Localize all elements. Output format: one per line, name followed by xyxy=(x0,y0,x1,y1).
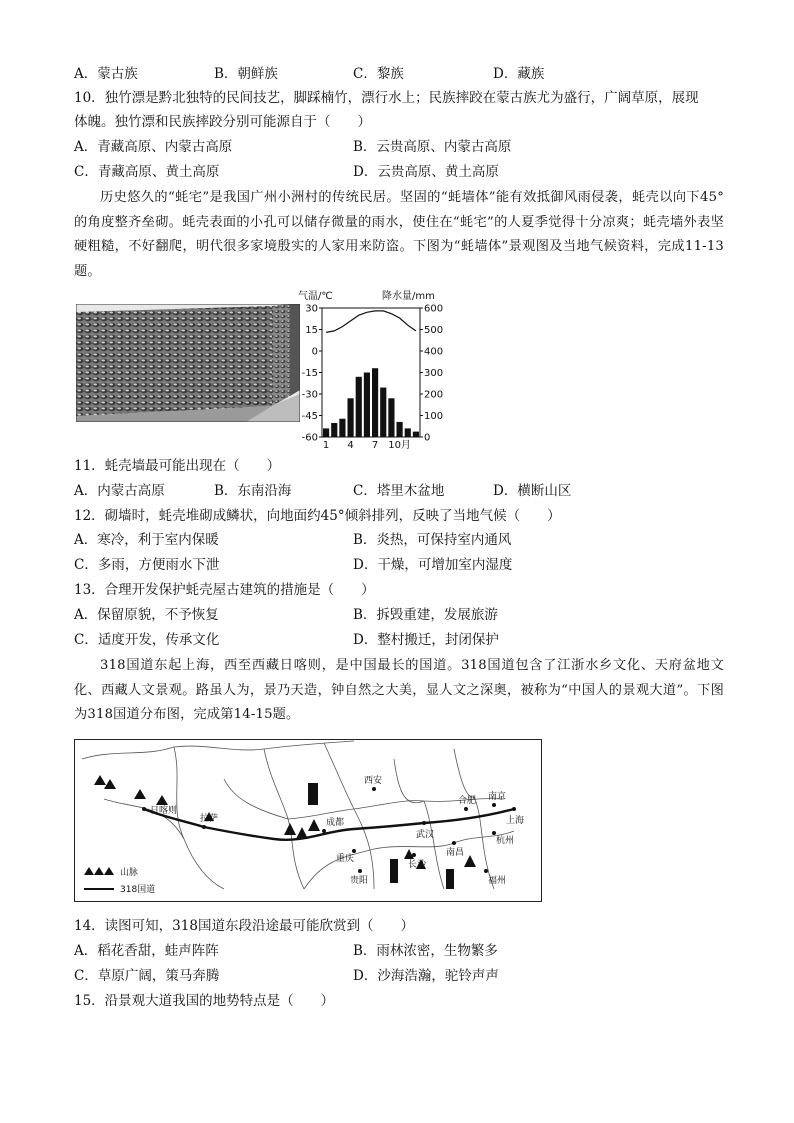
chart-frame xyxy=(322,308,420,437)
climate-chart xyxy=(296,289,446,449)
q12-option-a[interactable]: A．寒冷，利于室内保暖 xyxy=(74,532,219,548)
q14-stem: 14．读图可知，318国道东段沿途最可能欣赏到（ ） xyxy=(74,918,414,934)
precip-bar xyxy=(372,368,378,437)
q11-option-b[interactable]: B．东南沿海 xyxy=(214,483,292,499)
q11-stem: 11．蚝壳墙最可能出现在（ ） xyxy=(74,458,281,474)
q9-option-d[interactable]: D．藏族 xyxy=(493,66,545,82)
q11-option-c[interactable]: C．塔里木盆地 xyxy=(353,483,445,499)
temp-tick-label: -15 xyxy=(301,368,318,379)
q10-stem-line1: 10．独竹漂是黔北独特的民间技艺，脚踩楠竹，漂行水上；民族摔跤在蒙古族尤为盛行，广阔草原，展现 xyxy=(74,90,699,106)
city-hangzhou: 杭州 xyxy=(496,836,515,846)
precip-tick-label: 300 xyxy=(424,368,444,379)
precip-bar xyxy=(388,398,394,437)
city-wuhan: 武汉 xyxy=(416,830,435,840)
passage-oyster-house: 历史悠久的“蚝宅”是我国广州小洲村的传统民居。坚固的“蚝墙体”能有效抵御风雨侵袭，蚝壳以向下45°的角度整齐垒砌。蚝壳表面的小孔可以储存微量的雨水，使住在“蚝宅”的人夏季觉得十分凉爽；蚝壳墙外表坚硬粗糙，不好翻爬，明代很多家境殷实的人家用来防盗。下图为“蚝墙体”景观图及当地气候资料，完成11-13题。 xyxy=(74,190,724,279)
oyster-wall-photo xyxy=(76,304,300,422)
city-guiyang: 贵阳 xyxy=(350,876,369,886)
city-rikaze: 日喀则 xyxy=(150,806,178,816)
city-chongqing: 重庆 xyxy=(336,854,355,864)
city-lhasa: 拉萨 xyxy=(200,814,219,824)
city-nanjing: 南京 xyxy=(488,792,507,802)
precip-bar xyxy=(356,377,362,437)
qinling-mountain xyxy=(308,783,318,805)
precip-axis-label: 降水量/mm xyxy=(382,291,435,302)
legend-mountain-label: 山脉 xyxy=(120,868,139,878)
city-shanghai: 上海 xyxy=(506,816,525,826)
temp-tick-label: -45 xyxy=(301,411,318,422)
precip-bar xyxy=(413,432,419,437)
passage-route-318: 318国道东起上海，西至西藏日喀则，是中国最长的国道。318国道包含了江浙水乡文化、天府盆地文化、西藏人文景观。路虽人为，景乃天造，钟自然之大美，显人文之深奥，被称为“中国人的景观大道”。下图为318国道分布图，完成第14-15题。 xyxy=(74,658,724,722)
city-hefei: 合肥 xyxy=(458,796,477,806)
q12-option-c[interactable]: C．多雨，方便雨水下泄 xyxy=(74,557,220,573)
route-318-map xyxy=(74,739,542,902)
q11-option-a[interactable]: A．内蒙古高原 xyxy=(74,483,165,499)
q14-option-a[interactable]: A．稻花香甜，蛙声阵阵 xyxy=(74,943,219,959)
precip-tick-label: 500 xyxy=(424,325,444,336)
q14-option-d[interactable]: D．沙海浩瀚，驼铃声声 xyxy=(353,968,499,984)
q13-option-c[interactable]: C．适度开发，传承文化 xyxy=(74,632,220,648)
precip-bar xyxy=(364,373,370,438)
temp-axis-label: 气温/℃ xyxy=(298,291,333,302)
temp-tick-label: -60 xyxy=(301,432,318,444)
month-tick-label: 4 xyxy=(347,440,354,449)
q10-option-c[interactable]: C．青藏高原、黄土高原 xyxy=(74,164,220,180)
city-changsha: 长沙 xyxy=(408,860,427,870)
city-chengdu: 成都 xyxy=(326,818,345,828)
precip-tick-label: 0 xyxy=(424,432,431,444)
precip-bar xyxy=(405,428,411,437)
q12-option-b[interactable]: B．炎热，可保持室内通风 xyxy=(353,532,512,548)
city-nanchang: 南昌 xyxy=(446,848,465,858)
precip-tick-label: 100 xyxy=(424,411,444,422)
q10-option-a[interactable]: A．青藏高原、内蒙古高原 xyxy=(74,139,233,155)
q13-option-a[interactable]: A．保留原貌，不予恢复 xyxy=(74,607,219,623)
city-fuzhou: 福州 xyxy=(488,876,507,886)
temp-tick-label: 15 xyxy=(305,325,318,336)
q12-option-d[interactable]: D．干燥，可增加室内湿度 xyxy=(353,557,513,573)
precip-tick-label: 400 xyxy=(424,346,444,358)
temp-line xyxy=(326,311,416,333)
legend-road-label: 318国道 xyxy=(120,885,156,895)
q10-option-b[interactable]: B．云贵高原、内蒙古高原 xyxy=(353,139,512,155)
month-tick-label: 1 xyxy=(322,440,330,449)
city-xian: 西安 xyxy=(364,776,383,786)
wuyi-mountain-2 xyxy=(446,869,454,889)
precip-bar xyxy=(331,423,337,437)
q11-option-d[interactable]: D．横断山区 xyxy=(493,483,572,499)
q13-stem: 13．合理开发保护蚝壳屋古建筑的措施是（ ） xyxy=(74,582,375,598)
q12-stem: 12．砌墙时，蚝壳堆砌成鳞状，向地面约45°倾斜排列，反映了当地气候（ ） xyxy=(74,508,561,524)
wuyi-mountain xyxy=(390,859,398,883)
precip-tick-label: 600 xyxy=(424,303,444,315)
q9-option-a[interactable]: A．蒙古族 xyxy=(74,66,138,82)
q13-option-b[interactable]: B．拆毁重建，发展旅游 xyxy=(353,607,498,623)
precip-bar xyxy=(348,398,354,437)
q15-stem: 15．沿景观大道我国的地势特点是（ ） xyxy=(74,993,335,1009)
q10-stem-line2: 体魄。独竹漂和民族摔跤分别可能源自于（ ） xyxy=(74,114,371,130)
q9-option-c[interactable]: C．黎族 xyxy=(353,66,404,82)
precip-tick-label: 200 xyxy=(424,389,444,401)
precip-bar xyxy=(380,388,386,437)
precip-bar xyxy=(397,422,403,437)
month-tick-label: 7 xyxy=(371,440,379,449)
q14-option-c[interactable]: C．草原广阔，策马奔腾 xyxy=(74,968,220,984)
temp-tick-label: 0 xyxy=(311,346,318,358)
precip-bar xyxy=(339,419,345,437)
precip-bar xyxy=(323,428,329,437)
q13-option-d[interactable]: D．整村搬迁，封闭保护 xyxy=(353,632,499,648)
q14-option-b[interactable]: B．雨林浓密，生物繁多 xyxy=(353,943,498,959)
month-tick-label: 10月 xyxy=(388,440,411,449)
q9-option-b[interactable]: B．朝鲜族 xyxy=(214,66,278,82)
temp-tick-label: -30 xyxy=(301,389,318,401)
q10-option-d[interactable]: D．云贵高原、黄土高原 xyxy=(353,164,499,180)
temp-tick-label: 30 xyxy=(305,303,318,315)
